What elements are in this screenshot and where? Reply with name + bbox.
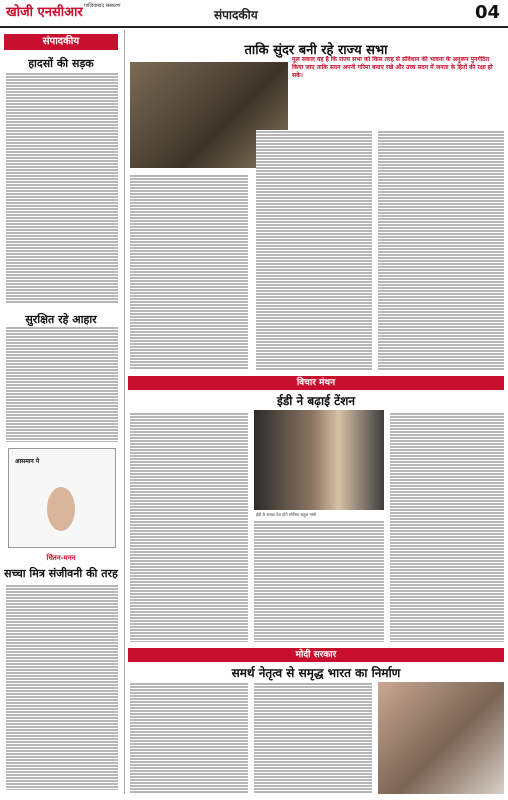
edition-meta: गाज़ियाबाद संस्करण	[84, 3, 121, 9]
main-headline: ताकि सुंदर बनी रहे राज्य सभा	[244, 43, 388, 58]
article-headline-friend: सच्चा मित्र संजीवनी की तरह	[4, 567, 118, 580]
article-body-ed-col3	[390, 412, 504, 642]
cartoon-title: आसमान पे	[15, 458, 40, 465]
pull-quote: मूल सवाल यह है कि राज्य सभा को किस तरह से संविधान की भावना के अनुरूप पुनर्गठित किया जाए ताकि सदन अपनी गरिमा बनाए रखे और उच्च सदन में जनता के हितों की रक्षा हो सके।	[292, 56, 493, 79]
section-title: संपादकीय	[214, 8, 258, 22]
article-body-rs-col1	[130, 174, 248, 370]
masthead	[0, 0, 508, 28]
article-body-rs-col3	[378, 130, 504, 370]
banner-modi-sarkar: मोदी सरकार	[128, 648, 504, 662]
column-label: चिंतन-मनन	[46, 554, 76, 562]
left-section-label: संपादकीय	[4, 34, 118, 50]
article-body-food	[6, 326, 118, 442]
article-body-modi-col2	[254, 682, 372, 794]
photo-caption: ईडी के समक्ष पेश होंगे सोनिया-राहुल गांधी	[256, 512, 317, 517]
article-body-ed-col1	[130, 412, 248, 642]
modi-photo	[378, 682, 504, 794]
article-body-ed-col2	[254, 520, 384, 642]
article-headline-roads: हादसों की सड़क	[28, 57, 94, 70]
subhead-ed-tension: ईडी ने बढ़ाई टेंशन	[276, 394, 356, 408]
article-body-modi-col1	[130, 682, 248, 794]
article-body-friend	[6, 584, 118, 790]
subhead-samarth-netritva: समर्थ नेतृत्व से समृद्ध भारत का निर्माण	[231, 666, 401, 680]
banner-vichar-manthan: विचार मंथन	[128, 376, 504, 390]
cartoon-figure-icon	[47, 487, 75, 531]
column-divider	[124, 30, 125, 794]
politician-photo	[254, 410, 384, 510]
article-body-rs-col2	[256, 130, 372, 370]
logo: खोजी एनसीआर	[6, 5, 83, 20]
article-body-roads	[6, 72, 118, 304]
cartoon	[8, 448, 116, 548]
page-number: 04	[474, 2, 500, 23]
article-headline-food: सुरक्षित रहे आहार	[25, 313, 97, 326]
